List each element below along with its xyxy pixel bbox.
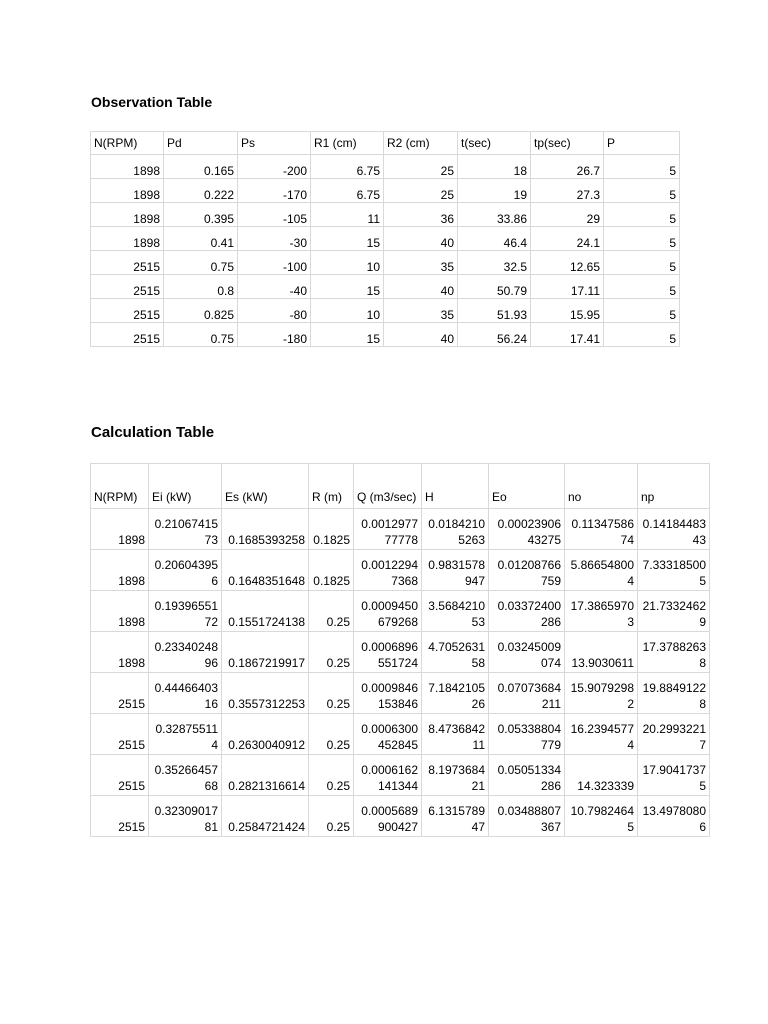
observation-cell: 1898 [91,227,164,251]
observation-cell: 1898 [91,203,164,227]
calculation-cell: 0.0006896551724 [354,632,422,673]
observation-cell: 0.41 [164,227,238,251]
calculation-cell: 10.79824645 [565,796,638,837]
calculation-cell: 0.1867219917 [222,632,309,673]
calculation-row [91,796,710,837]
calculation-cell: 17.90417375 [638,755,710,796]
observation-cell: 5 [604,323,680,347]
calculation-cell: 0.2106741573 [149,509,222,550]
calculation-cell: 0.2584721424 [222,796,309,837]
observation-cell: 0.395 [164,203,238,227]
observation-cell: 27.3 [531,179,604,203]
observation-column-header: R2 (cm) [384,132,458,155]
calculation-cell: 0.0002390643275 [489,509,565,550]
observation-cell: 40 [384,227,458,251]
observation-cell: 5 [604,227,680,251]
observation-cell: 15 [311,227,384,251]
calculation-cell: 4.705263158 [422,632,489,673]
calculation-cell: 8.473684211 [422,714,489,755]
observation-cell: 25 [384,179,458,203]
calculation-row [91,714,710,755]
observation-cell: 46.4 [458,227,531,251]
calculation-cell: 7.333185005 [638,550,710,591]
calculation-cell: 13.49780806 [638,796,710,837]
calculation-cell: 0.0005689900427 [354,796,422,837]
calculation-cell: 13.9030611 [565,632,638,673]
observation-cell: 1898 [91,155,164,179]
calculation-row [91,755,710,796]
calculation-column-header: Q (m3/sec) [354,464,422,509]
calculation-cell: 0.206043956 [149,550,222,591]
calculation-cell: 0.1648351648 [222,550,309,591]
observation-cell: 5 [604,203,680,227]
observation-table [90,131,680,347]
calculation-cell: 3.568421053 [422,591,489,632]
observation-cell: 6.75 [311,155,384,179]
observation-cell: -200 [238,155,311,179]
observation-row [91,203,680,227]
observation-cell: -105 [238,203,311,227]
calculation-header-row [91,464,710,509]
calculation-cell: 0.01842105263 [422,509,489,550]
calculation-cell: 0.25 [309,591,354,632]
calculation-column-header: R (m) [309,464,354,509]
observation-cell: 10 [311,299,384,323]
observation-cell: 33.86 [458,203,531,227]
observation-cell: 35 [384,299,458,323]
calculation-cell: 0.1825 [309,550,354,591]
observation-cell: 17.11 [531,275,604,299]
observation-cell: 56.24 [458,323,531,347]
calculation-cell: 0.9831578947 [422,550,489,591]
observation-cell: 35 [384,251,458,275]
calculation-table [90,463,710,837]
calculation-cell: 2515 [91,714,149,755]
calculation-cell: 0.03245009074 [489,632,565,673]
calculation-cell: 0.0006300452845 [354,714,422,755]
observation-row [91,299,680,323]
observation-cell: -80 [238,299,311,323]
calculation-cell: 0.1134758674 [565,509,638,550]
observation-header-row [91,132,680,155]
observation-cell: 15.95 [531,299,604,323]
calculation-cell: 0.2821316614 [222,755,309,796]
observation-cell: -180 [238,323,311,347]
observation-cell: 26.7 [531,155,604,179]
calculation-cell: 16.23945774 [565,714,638,755]
observation-table-title: Observation Table [91,94,213,110]
calculation-row [91,509,710,550]
observation-cell: 2515 [91,251,164,275]
observation-column-header: Pd [164,132,238,155]
calculation-column-header: Eo [489,464,565,509]
calculation-cell: 0.03488807367 [489,796,565,837]
calculation-cell: 8.197368421 [422,755,489,796]
calculation-cell: 0.1685393258 [222,509,309,550]
calculation-cell: 0.3526645768 [149,755,222,796]
calculation-cell: 0.25 [309,796,354,837]
observation-cell: 29 [531,203,604,227]
calculation-cell: 0.2334024896 [149,632,222,673]
calculation-cell: 0.2630040912 [222,714,309,755]
observation-cell: 10 [311,251,384,275]
observation-cell: 5 [604,299,680,323]
calculation-cell: 0.0009450679268 [354,591,422,632]
calculation-row [91,632,710,673]
observation-cell: -170 [238,179,311,203]
calculation-column-header: no [565,464,638,509]
observation-cell: 2515 [91,323,164,347]
observation-cell: 40 [384,323,458,347]
calculation-cell: 17.37882638 [638,632,710,673]
observation-cell: 36 [384,203,458,227]
calculation-cell: 0.05051334286 [489,755,565,796]
calculation-cell: 0.001297777778 [354,509,422,550]
observation-row [91,155,680,179]
observation-cell: 2515 [91,275,164,299]
calculation-cell: 0.25 [309,714,354,755]
calculation-cell: 5.866548004 [565,550,638,591]
observation-cell: 15 [311,323,384,347]
observation-cell: 15 [311,275,384,299]
calculation-column-header: H [422,464,489,509]
calculation-cell: 17.38659703 [565,591,638,632]
calculation-cell: 0.25 [309,632,354,673]
observation-cell: 11 [311,203,384,227]
observation-column-header: N(RPM) [91,132,164,155]
observation-cell: 6.75 [311,179,384,203]
calculation-cell: 0.03372400286 [489,591,565,632]
calculation-cell: 1898 [91,591,149,632]
observation-cell: 1898 [91,179,164,203]
calculation-cell: 0.328755114 [149,714,222,755]
observation-row [91,179,680,203]
observation-cell: 50.79 [458,275,531,299]
calculation-cell: 0.0006162141344 [354,755,422,796]
observation-row [91,323,680,347]
observation-cell: 5 [604,275,680,299]
observation-column-header: P [604,132,680,155]
calculation-cell: 0.1825 [309,509,354,550]
calculation-column-header: np [638,464,710,509]
observation-cell: 19 [458,179,531,203]
calculation-row [91,673,710,714]
calculation-cell: 0.3230901781 [149,796,222,837]
observation-cell: 5 [604,179,680,203]
calculation-cell: 0.3557312253 [222,673,309,714]
observation-cell: 40 [384,275,458,299]
observation-cell: -100 [238,251,311,275]
calculation-cell: 21.73324629 [638,591,710,632]
calculation-cell: 0.4446640316 [149,673,222,714]
observation-cell: 17.41 [531,323,604,347]
observation-cell: 32.5 [458,251,531,275]
calculation-row [91,550,710,591]
observation-cell: 5 [604,155,680,179]
calculation-column-header: N(RPM) [91,464,149,509]
calculation-cell: 0.05338804779 [489,714,565,755]
calculation-cell: 0.1418448343 [638,509,710,550]
calculation-cell: 15.90792982 [565,673,638,714]
observation-cell: 25 [384,155,458,179]
calculation-cell: 0.07073684211 [489,673,565,714]
observation-cell: -40 [238,275,311,299]
observation-cell: 5 [604,251,680,275]
observation-cell: 0.165 [164,155,238,179]
observation-cell: 0.75 [164,251,238,275]
calculation-cell: 20.29932217 [638,714,710,755]
observation-cell: 51.93 [458,299,531,323]
observation-column-header: R1 (cm) [311,132,384,155]
calculation-cell: 2515 [91,796,149,837]
observation-column-header: tp(sec) [531,132,604,155]
calculation-cell: 2515 [91,755,149,796]
observation-cell: 24.1 [531,227,604,251]
calculation-column-header: Ei (kW) [149,464,222,509]
calculation-row [91,591,710,632]
observation-cell: 12.65 [531,251,604,275]
observation-row [91,227,680,251]
calculation-table-title: Calculation Table [91,424,215,441]
calculation-cell: 0.25 [309,673,354,714]
calculation-cell: 1898 [91,509,149,550]
observation-cell: -30 [238,227,311,251]
calculation-cell: 2515 [91,673,149,714]
observation-cell: 0.8 [164,275,238,299]
observation-row [91,275,680,299]
calculation-column-header: Es (kW) [222,464,309,509]
calculation-cell: 0.0009846153846 [354,673,422,714]
calculation-cell: 6.131578947 [422,796,489,837]
observation-cell: 0.222 [164,179,238,203]
calculation-cell: 0.00122947368 [354,550,422,591]
calculation-cell: 0.1939655172 [149,591,222,632]
observation-cell: 18 [458,155,531,179]
calculation-cell: 0.25 [309,755,354,796]
observation-cell: 2515 [91,299,164,323]
calculation-cell: 19.88491228 [638,673,710,714]
observation-cell: 0.825 [164,299,238,323]
calculation-cell: 7.184210526 [422,673,489,714]
calculation-cell: 1898 [91,632,149,673]
calculation-cell: 0.1551724138 [222,591,309,632]
observation-column-header: t(sec) [458,132,531,155]
calculation-cell: 0.01208766759 [489,550,565,591]
calculation-cell: 1898 [91,550,149,591]
observation-row [91,251,680,275]
observation-column-header: Ps [238,132,311,155]
calculation-cell: 14.323339 [565,755,638,796]
observation-cell: 0.75 [164,323,238,347]
